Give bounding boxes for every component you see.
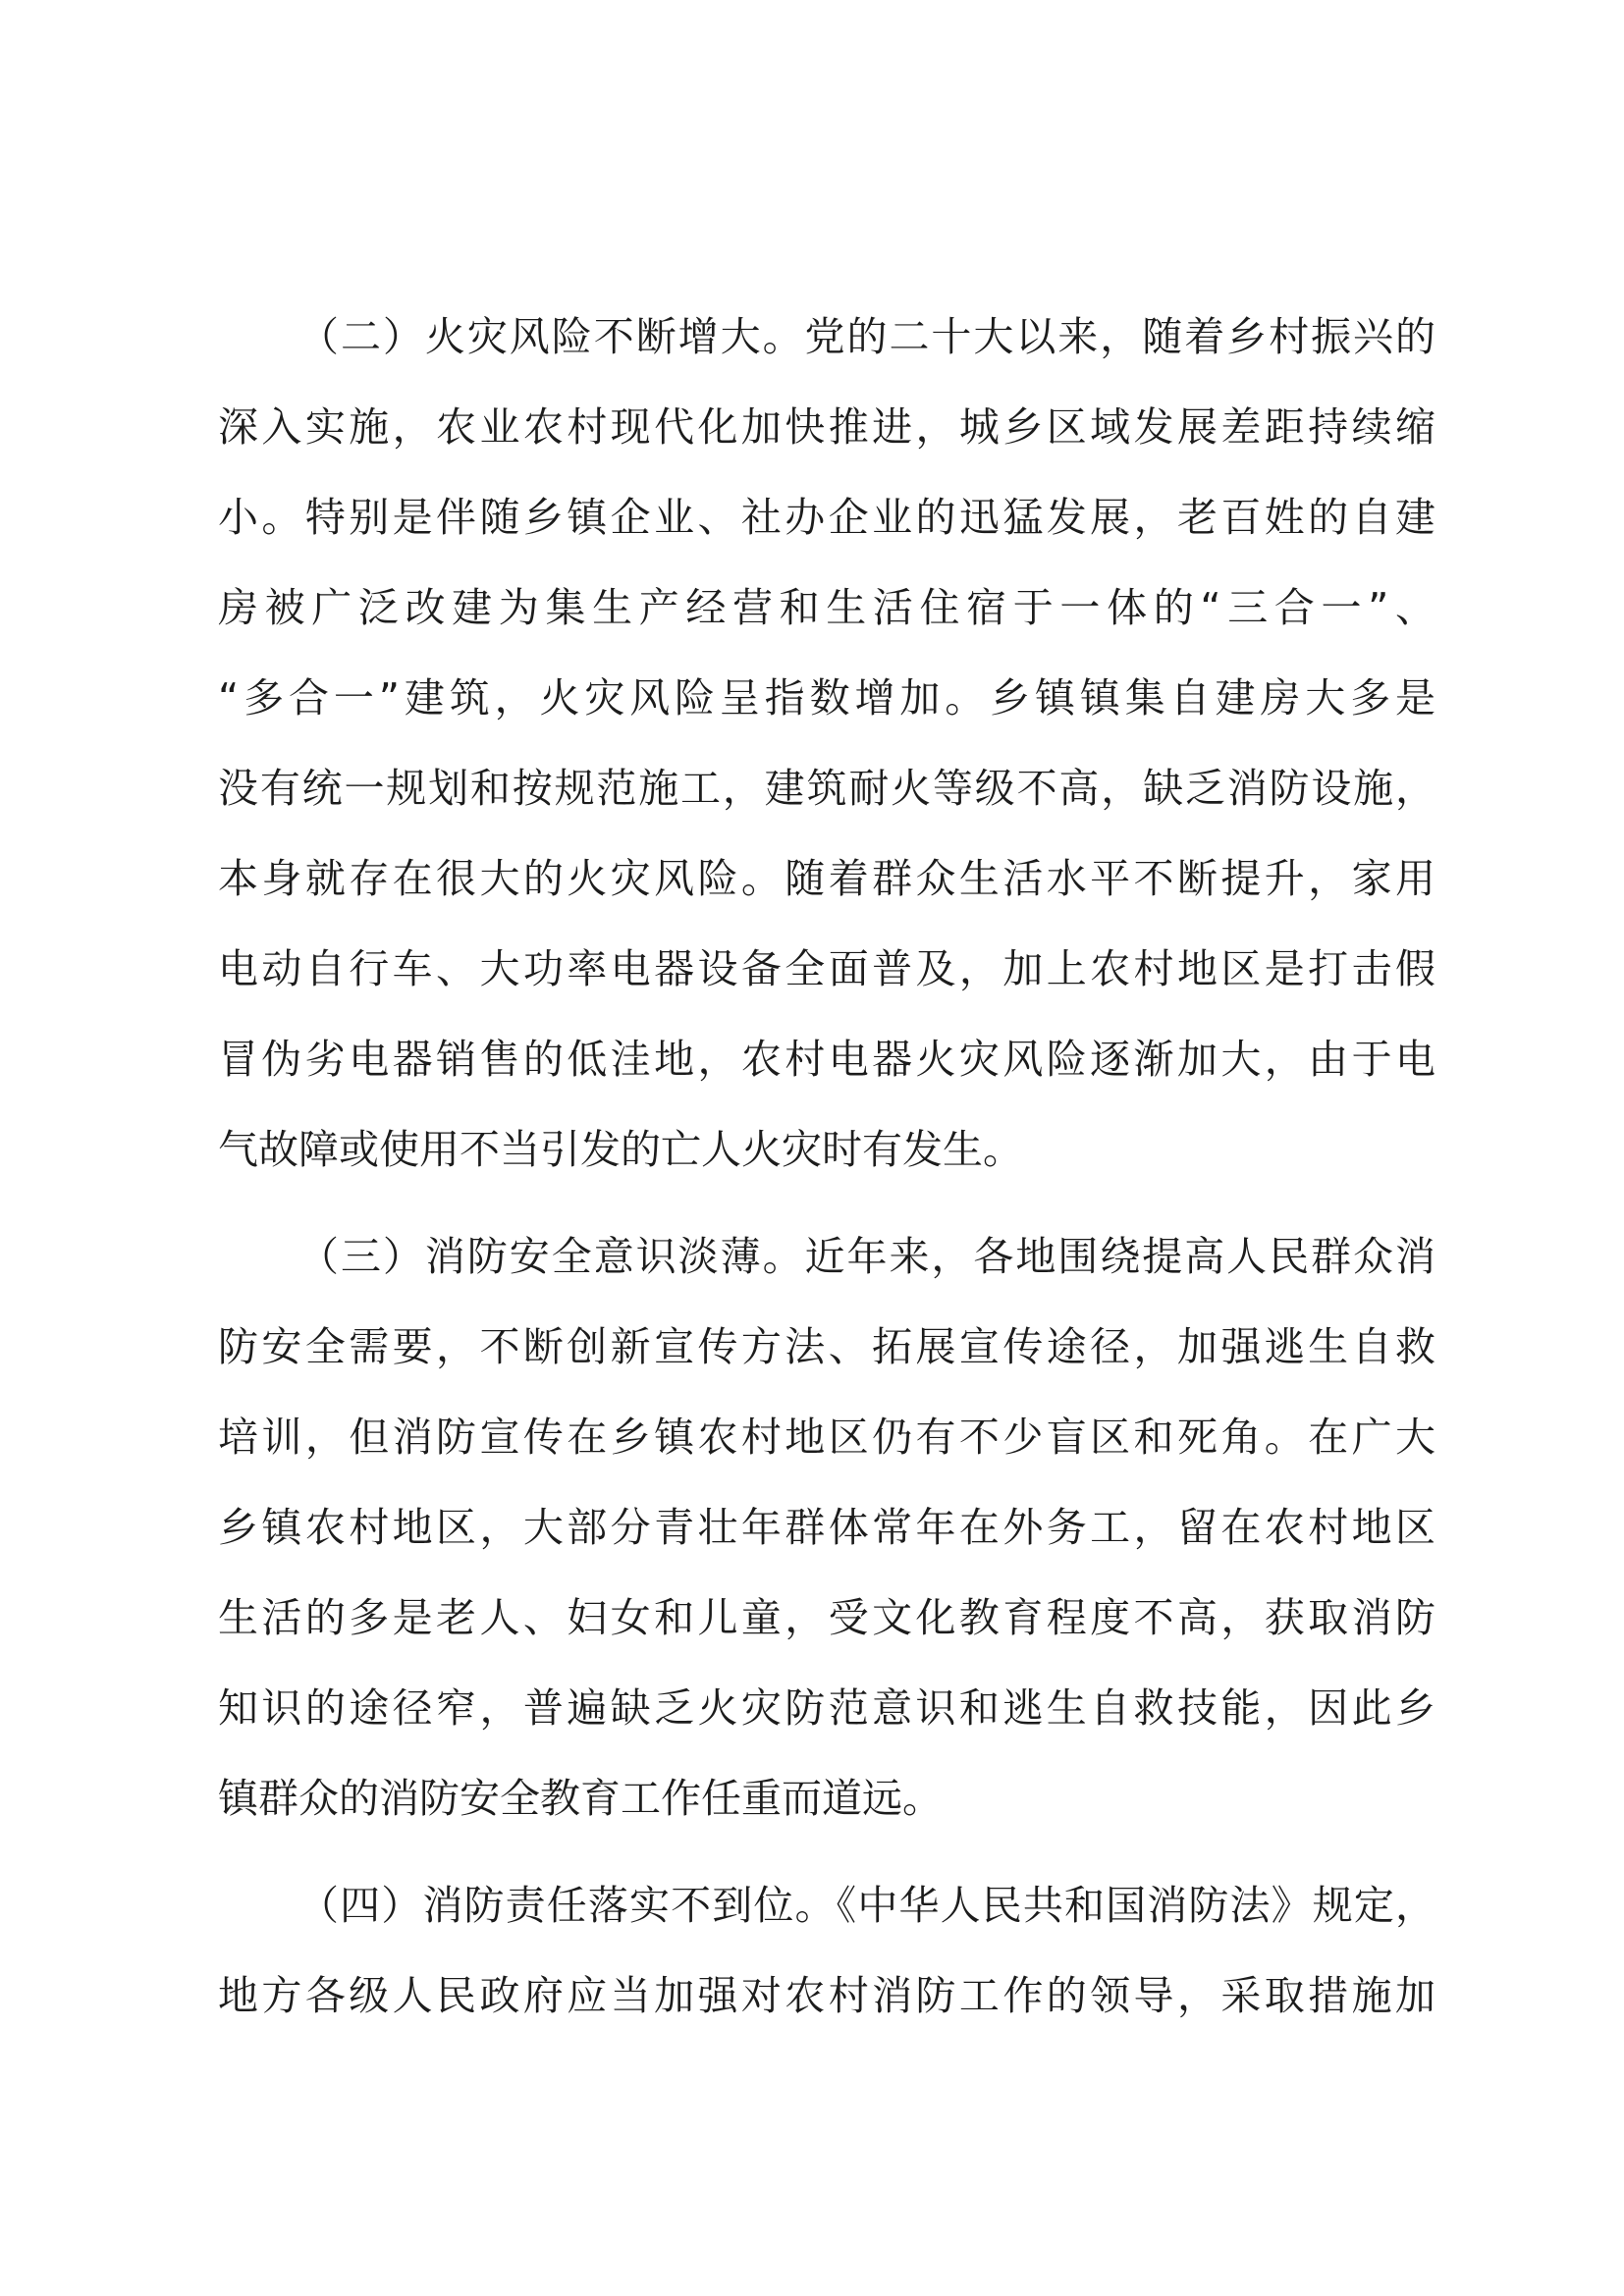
- text-line: 知识的途径窄，普遍缺乏火灾防范意识和逃生自救技能，因此乡: [218, 1684, 1435, 1732]
- text-line: 镇群众的消防安全教育工作任重而道远。: [218, 1775, 943, 1822]
- text-line: “多合一”建筑，火灾风险呈指数增加。乡镇镇集自建房大多是: [218, 674, 1435, 721]
- text-line: 电动自行车、大功率电器设备全面普及，加上农村地区是打击假: [218, 945, 1435, 992]
- text-line: 冒伪劣电器销售的低洼地，农村电器火灾风险逐渐加大，由于电: [218, 1036, 1435, 1083]
- text-line: 气故障或使用不当引发的亡人火灾时有发生。: [218, 1126, 1023, 1173]
- text-line: 乡镇农村地区，大部分青壮年群体常年在外务工，留在农村地区: [218, 1504, 1435, 1551]
- paragraph-safety-awareness: [218, 1211, 1435, 1843]
- paragraph-fire-risk: [218, 292, 1435, 1195]
- text-line: 小。特别是伴随乡镇企业、社办企业的迅猛发展，老百姓的自建: [218, 494, 1435, 541]
- document-body: [218, 292, 1435, 2041]
- text-line: （四）消防责任落实不到位。《中华人民共和国消防法》规定，: [298, 1882, 1435, 1929]
- text-line: 深入实施，农业农村现代化加快推进，城乡区域发展差距持续缩: [218, 403, 1435, 451]
- text-line: 培训，但消防宣传在乡镇农村地区仍有不少盲区和死角。在广大: [218, 1414, 1435, 1461]
- text-line: 地方各级人民政府应当加强对农村消防工作的领导，采取措施加: [218, 1972, 1435, 2019]
- text-line: 防安全需要，不断创新宣传方法、拓展宣传途径，加强逃生自救: [218, 1323, 1435, 1370]
- paragraph-responsibility: [218, 1860, 1435, 2041]
- text-line: （三）消防安全意识淡薄。近年来，各地围绕提高人民群众消: [298, 1233, 1435, 1280]
- text-line: （二）火灾风险不断增大。党的二十大以来，随着乡村振兴的: [298, 313, 1435, 360]
- text-line: 本身就存在很大的火灾风险。随着群众生活水平不断提升，家用: [218, 855, 1435, 902]
- text-line: 生活的多是老人、妇女和儿童，受文化教育程度不高，获取消防: [218, 1594, 1435, 1641]
- text-line: 房被广泛改建为集生产经营和生活住宿于一体的“三合一”、: [218, 584, 1435, 631]
- text-line: 没有统一规划和按规范施工，建筑耐火等级不高，缺乏消防设施，: [218, 765, 1435, 812]
